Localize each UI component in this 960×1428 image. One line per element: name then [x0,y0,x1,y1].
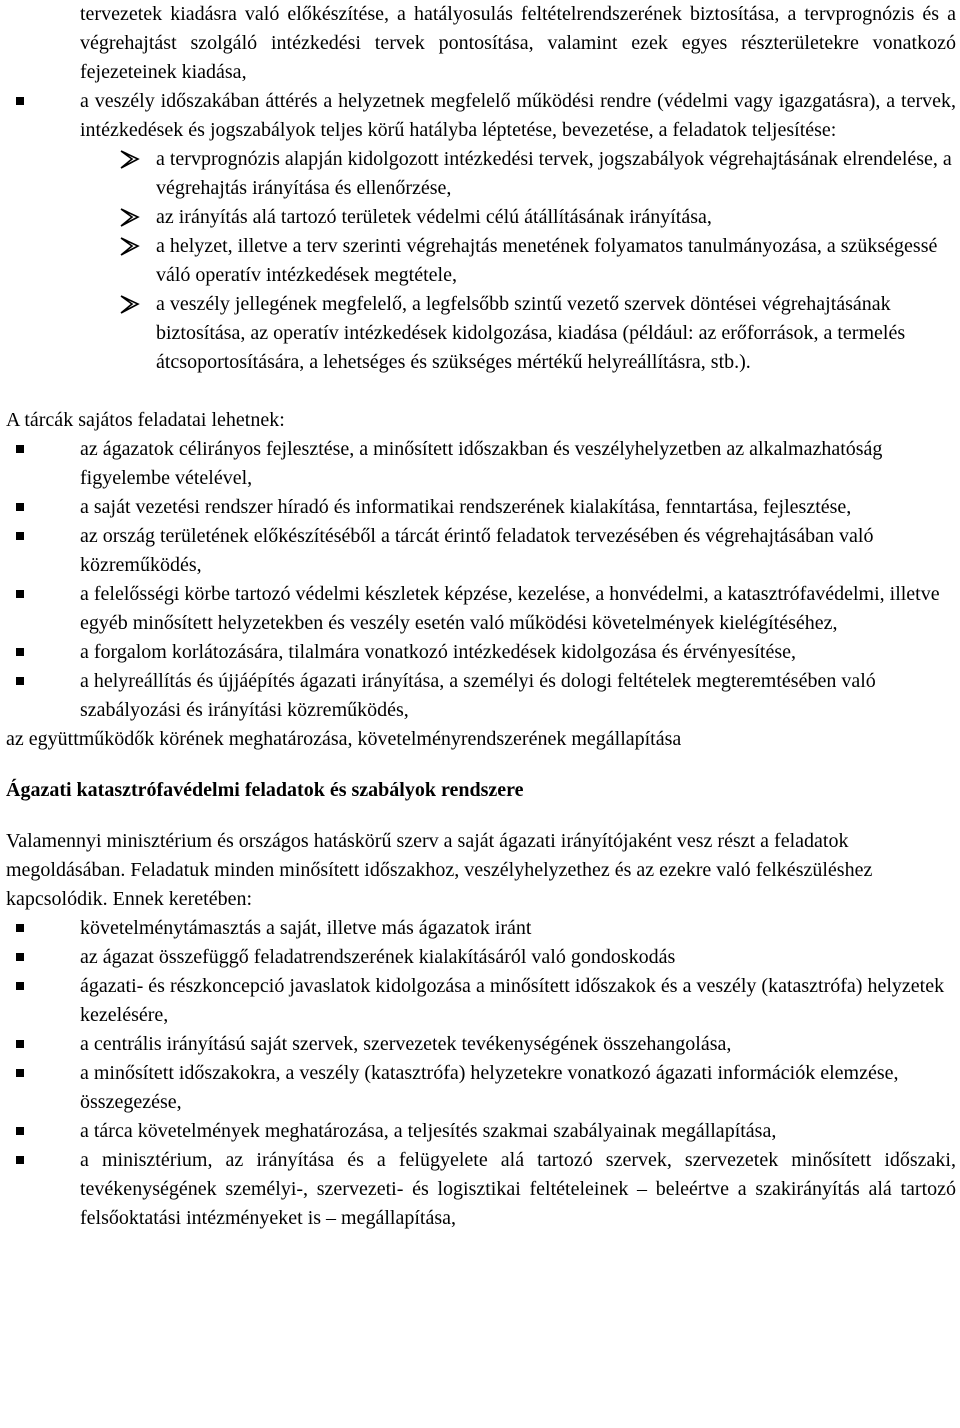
ministry-task-item [6,435,956,493]
ministry-task-text: a helyreállítás és újjáépítés ágazati irányítása, a személyi és dologi feltételek megteremtésében való szabályozási és irányítási közreműködés, [80,670,876,721]
arrow-bullet-icon [118,145,146,174]
square-bullet-icon [16,1069,24,1077]
ministry-task-text: a felelősségi körbe tartozó védelmi készletek képzése, kezelése, a honvédelmi, a katasztrófavédelmi, illetve egyéb minősített helyzetekben és veszély esetén való működési követelmények kielégítéséhez, [80,583,940,634]
ministry-task-item [6,638,956,667]
ministry-task-item [6,667,956,725]
arrow-item-text: a helyzet, illetve a terv szerinti végrehajtás menetének folyamatos tanulmányozása, a szükségessé váló operatív intézkedések megtétele, [156,235,938,286]
section-item-text: a centrális irányítású saját szervek, szervezetek tevékenységének összehangolása, [80,1033,732,1055]
section-item [6,1030,956,1059]
section-item-text: a minősített időszakokra, a veszély (katasztrófa) helyzetekre vonatkozó ágazati információk elemzése, összegezése, [80,1062,899,1113]
arrow-item-text: a veszély jellegének megfelelő, a legfelsőbb szintű vezető szervek döntései végrehajtásának biztosítása, az operatív intézkedések kidolgozása, kiadása (például: az erőforrások, a termelés átcsoportosítására, a lehetséges és szükséges mértékű helyreállításra, stb.). [156,293,906,373]
arrow-list-item [6,203,956,232]
arrow-item-text: a tervprognózis alapján kidolgozott intézkedési tervek, jogszabályok végrehajtásának elrendelése, a végrehajtás irányítása és ellenőrzése, [156,148,952,199]
ministry-task-text: az ország területének előkészítéséből a tárcát érintő feladatok tervezésében és végrehajtásában való közreműködés, [80,525,874,576]
section-item [6,1146,956,1233]
section-item [6,1117,956,1146]
square-bullet-icon [16,982,24,990]
section-item-text: ágazati- és részkoncepció javaslatok kidolgozása a minősített időszakok és a veszély (katasztrófa) helyzetek kezelésére, [80,975,945,1026]
square-bullet-icon [16,503,24,511]
square-bullet-icon [16,532,24,540]
square-bullet-icon [16,924,24,932]
ministry-tasks-heading: A tárcák sajátos feladatai lehetnek: [6,409,285,431]
square-bullet-icon [16,1156,24,1164]
section-item [6,972,956,1030]
ministry-task-text: a saját vezetési rendszer híradó és informatikai rendszerének kialakítása, fenntartása, fejlesztése, [80,496,852,518]
spacer [6,377,956,406]
section-item-text: a tárca követelmények meghatározása, a teljesítés szakmai szabályainak megállapítása, [80,1120,777,1142]
spacer [6,805,956,827]
document-page [6,0,956,1233]
section-item-text: az ágazat összefüggő feladatrendszerének kialakításáról való gondoskodás [80,946,676,968]
square-bullet-icon [16,953,24,961]
spacer [6,754,956,776]
ministry-task-item [6,522,956,580]
section-item [6,943,956,972]
square-bullet-icon [16,590,24,598]
section-item [6,1059,956,1117]
square-bullet-icon [16,1040,24,1048]
arrow-item-text: az irányítás alá tartozó területek védelmi célú átállításának irányítása, [156,206,712,228]
arrow-bullet-icon [118,290,146,319]
danger-period-item [6,87,956,145]
arrow-bullet-icon [118,203,146,232]
section-item-text: a minisztérium, az irányítása és a felügyelete alá tartozó szervek, szervezetek minősített időszaki, tevékenységének személyi-, szervezeti- és logisztikai feltételeinek – beleértve a szakirányítás alá tartozó felsőoktatási intézményeket is – megállapítása, [80,1149,956,1229]
square-bullet-icon [16,648,24,656]
square-bullet-icon [16,97,24,105]
arrow-list-item [6,290,956,377]
square-bullet-icon [16,445,24,453]
ministry-task-text: az ágazatok célirányos fejlesztése, a minősített időszakban és veszélyhelyzetben az alkalmazhatóság figyelembe vételével, [80,438,883,489]
ministry-task-item [6,493,956,522]
arrow-list-item [6,145,956,203]
danger-period-text: a veszély időszakában áttérés a helyzetnek megfelelő működési rendre (védelmi vagy igazgatásra), a tervek, intézkedések és jogszabályok teljes körű hatályba léptetése, bevezetése, a feladatok teljesítése: [80,90,956,141]
ministry-tasks-closing: az együttműködők körének meghatározása, követelményrendszerének megállapítása [6,728,682,750]
square-bullet-icon [16,677,24,685]
arrow-list-item [6,232,956,290]
square-bullet-icon [16,1127,24,1135]
ministry-task-text: a forgalom korlátozására, tilalmára vonatkozó intézkedések kidolgozása és érvényesítése, [80,641,797,663]
section-paragraph: Valamennyi minisztérium és országos hatáskörű szerv a saját ágazati irányítójaként vesz részt a feladatok megoldásában. Feladatuk minden minősített időszakhoz, veszélyhelyzethez és az ezekre való felkészüléshez kapcsolódik. Ennek keretében: [6,830,873,910]
section-title: Ágazati katasztrófavédelmi feladatok és szabályok rendszere [6,779,524,801]
section-item-text: követelménytámasztás a saját, illetve más ágazatok iránt [80,917,532,939]
section-item [6,914,956,943]
ministry-task-item [6,580,956,638]
intro-continuation: tervezetek kiadásra való előkészítése, a hatályosulás feltételrendszerének biztosítása, a tervprognózis és a végrehajtást szolgáló intézkedési tervek pontosítása, valamint ezek egyes részterületekre vonatkozó fejezeteinek kiadása, [80,3,956,83]
arrow-bullet-icon [118,232,146,261]
